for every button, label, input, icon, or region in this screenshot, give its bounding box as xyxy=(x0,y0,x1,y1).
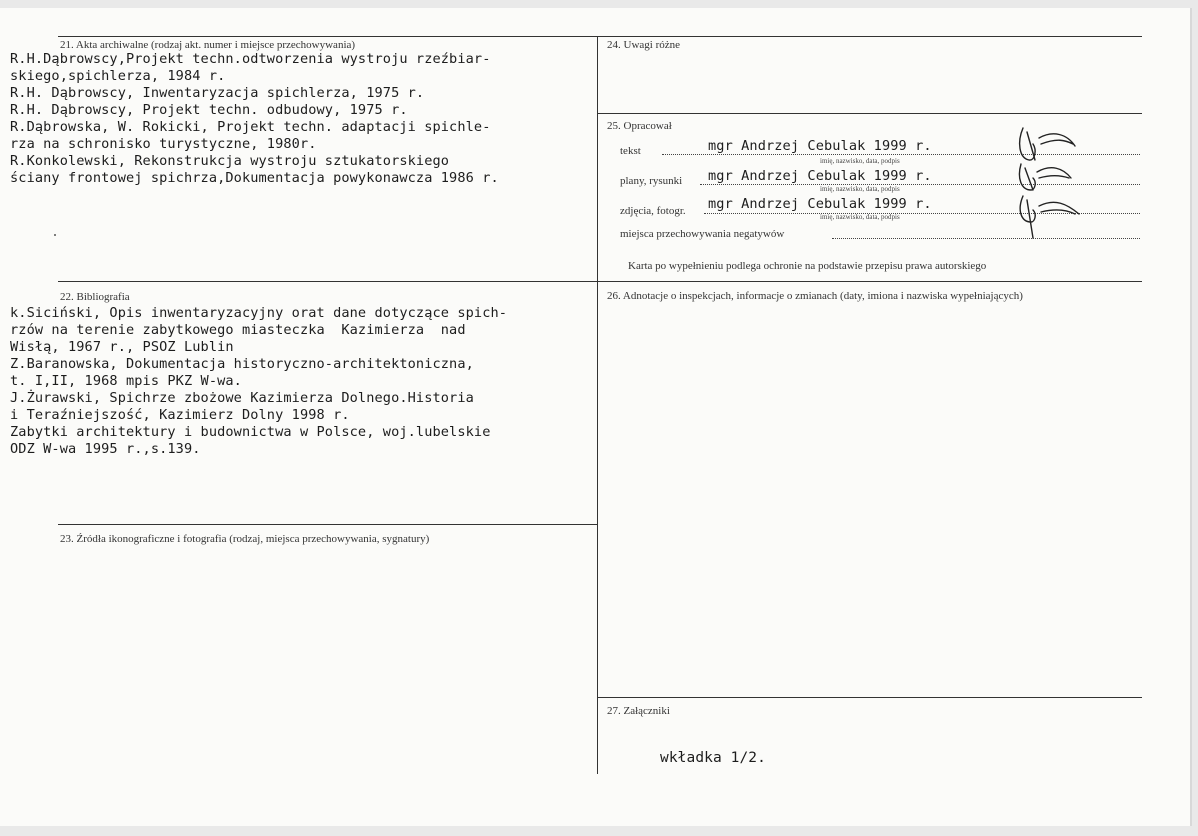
section-22-line: i Teraźniejszość, Kazimierz Dolny 1998 r. xyxy=(10,407,350,423)
section-22-line: Zabytki architektury i budownictwa w Polsce, woj.lubelskie xyxy=(10,424,491,440)
handwritten-signature xyxy=(1005,120,1095,240)
section-24-label: 24. Uwagi różne xyxy=(607,39,681,51)
rule-21-22 xyxy=(58,281,1142,282)
row-label-plany: plany, rysunki xyxy=(620,175,683,187)
paper-speck xyxy=(54,234,56,236)
row-label-zdjecia: zdjęcia, fotogr. xyxy=(620,205,686,217)
section-22-line: Z.Baranowska, Dokumentacja historyczno-architektoniczna, xyxy=(10,356,474,372)
author-value-plany: mgr Andrzej Cebulak 1999 r. xyxy=(708,168,932,184)
section-21-line: R.H.Dąbrowscy,Projekt techn.odtworzenia wystroju rzeźbiar- xyxy=(10,51,491,67)
signature-hint: imię, nazwisko, data, podpis xyxy=(820,213,900,221)
section-21-line: R.H. Dąbrowscy, Projekt techn. odbudowy, 1975 r. xyxy=(10,102,408,118)
section-27-label: 27. Załączniki xyxy=(607,705,670,717)
author-value-zdjecia: mgr Andrzej Cebulak 1999 r. xyxy=(708,196,932,212)
author-value-tekst: mgr Andrzej Cebulak 1999 r. xyxy=(708,138,932,154)
section-21-line: R.Dąbrowska, W. Rokicki, Projekt techn. adaptacji spichle- xyxy=(10,119,491,135)
document-sheet xyxy=(0,8,1192,826)
negatives-label: miejsca przechowywania negatywów xyxy=(620,228,785,240)
attachment-value: wkładka 1/2. xyxy=(660,750,766,766)
copyright-note: Karta po wypełnieniu podlega ochronie na podstawie przepisu prawa autorskiego xyxy=(628,260,987,272)
top-rule-left xyxy=(58,36,598,37)
rule-22-23 xyxy=(58,524,598,525)
row-label-tekst: tekst xyxy=(620,145,641,157)
top-rule-right xyxy=(598,36,1142,37)
section-26-label: 26. Adnotacje o inspekcjach, informacje o zmianach (daty, imiona i nazwiska wypełniających) xyxy=(607,290,1023,302)
section-22-label: 22. Bibliografia xyxy=(60,291,130,303)
section-22-line: rzów na terenie zabytkowego miasteczka Kazimierza nad xyxy=(10,322,466,338)
section-22-line: J.Żurawski, Spichrze zbożowe Kazimierza Dolnego.Historia xyxy=(10,390,474,406)
section-22-line: ODZ W-wa 1995 r.,s.139. xyxy=(10,441,201,457)
section-23-label: 23. Źródła ikonograficzne i fotografia (rodzaj, miejsca przechowywania, sygnatury) xyxy=(60,533,430,545)
rule-26-27 xyxy=(598,697,1142,698)
section-25-label: 25. Opracował xyxy=(607,120,672,132)
center-divider xyxy=(597,36,598,774)
section-21-line: R.Konkolewski, Rekonstrukcja wystroju sztukatorskiego xyxy=(10,153,450,169)
rule-24-25 xyxy=(598,113,1142,114)
section-21-line: rza na schronisko turystyczne, 1980r. xyxy=(10,136,317,152)
section-22-line: k.Siciński, Opis inwentaryzacyjny orat dane dotyczące spich- xyxy=(10,305,508,321)
section-21-line: skiego,spichlerza, 1984 r. xyxy=(10,68,226,84)
signature-hint: imię, nazwisko, data, podpis xyxy=(820,157,900,165)
signature-hint: imię, nazwisko, data, podpis xyxy=(820,185,900,193)
section-21-label: 21. Akta archiwalne (rodzaj akt. numer i miejsce przechowywania) xyxy=(60,39,356,51)
section-22-line: Wisłą, 1967 r., PSOZ Lublin xyxy=(10,339,234,355)
section-21-line: R.H. Dąbrowscy, Inwentaryzacja spichlerza, 1975 r. xyxy=(10,85,425,101)
section-21-line: ściany frontowej spichrza,Dokumentacja powykonawcza 1986 r. xyxy=(10,170,499,186)
section-22-line: t. I,II, 1968 mpis PKZ W-wa. xyxy=(10,373,242,389)
